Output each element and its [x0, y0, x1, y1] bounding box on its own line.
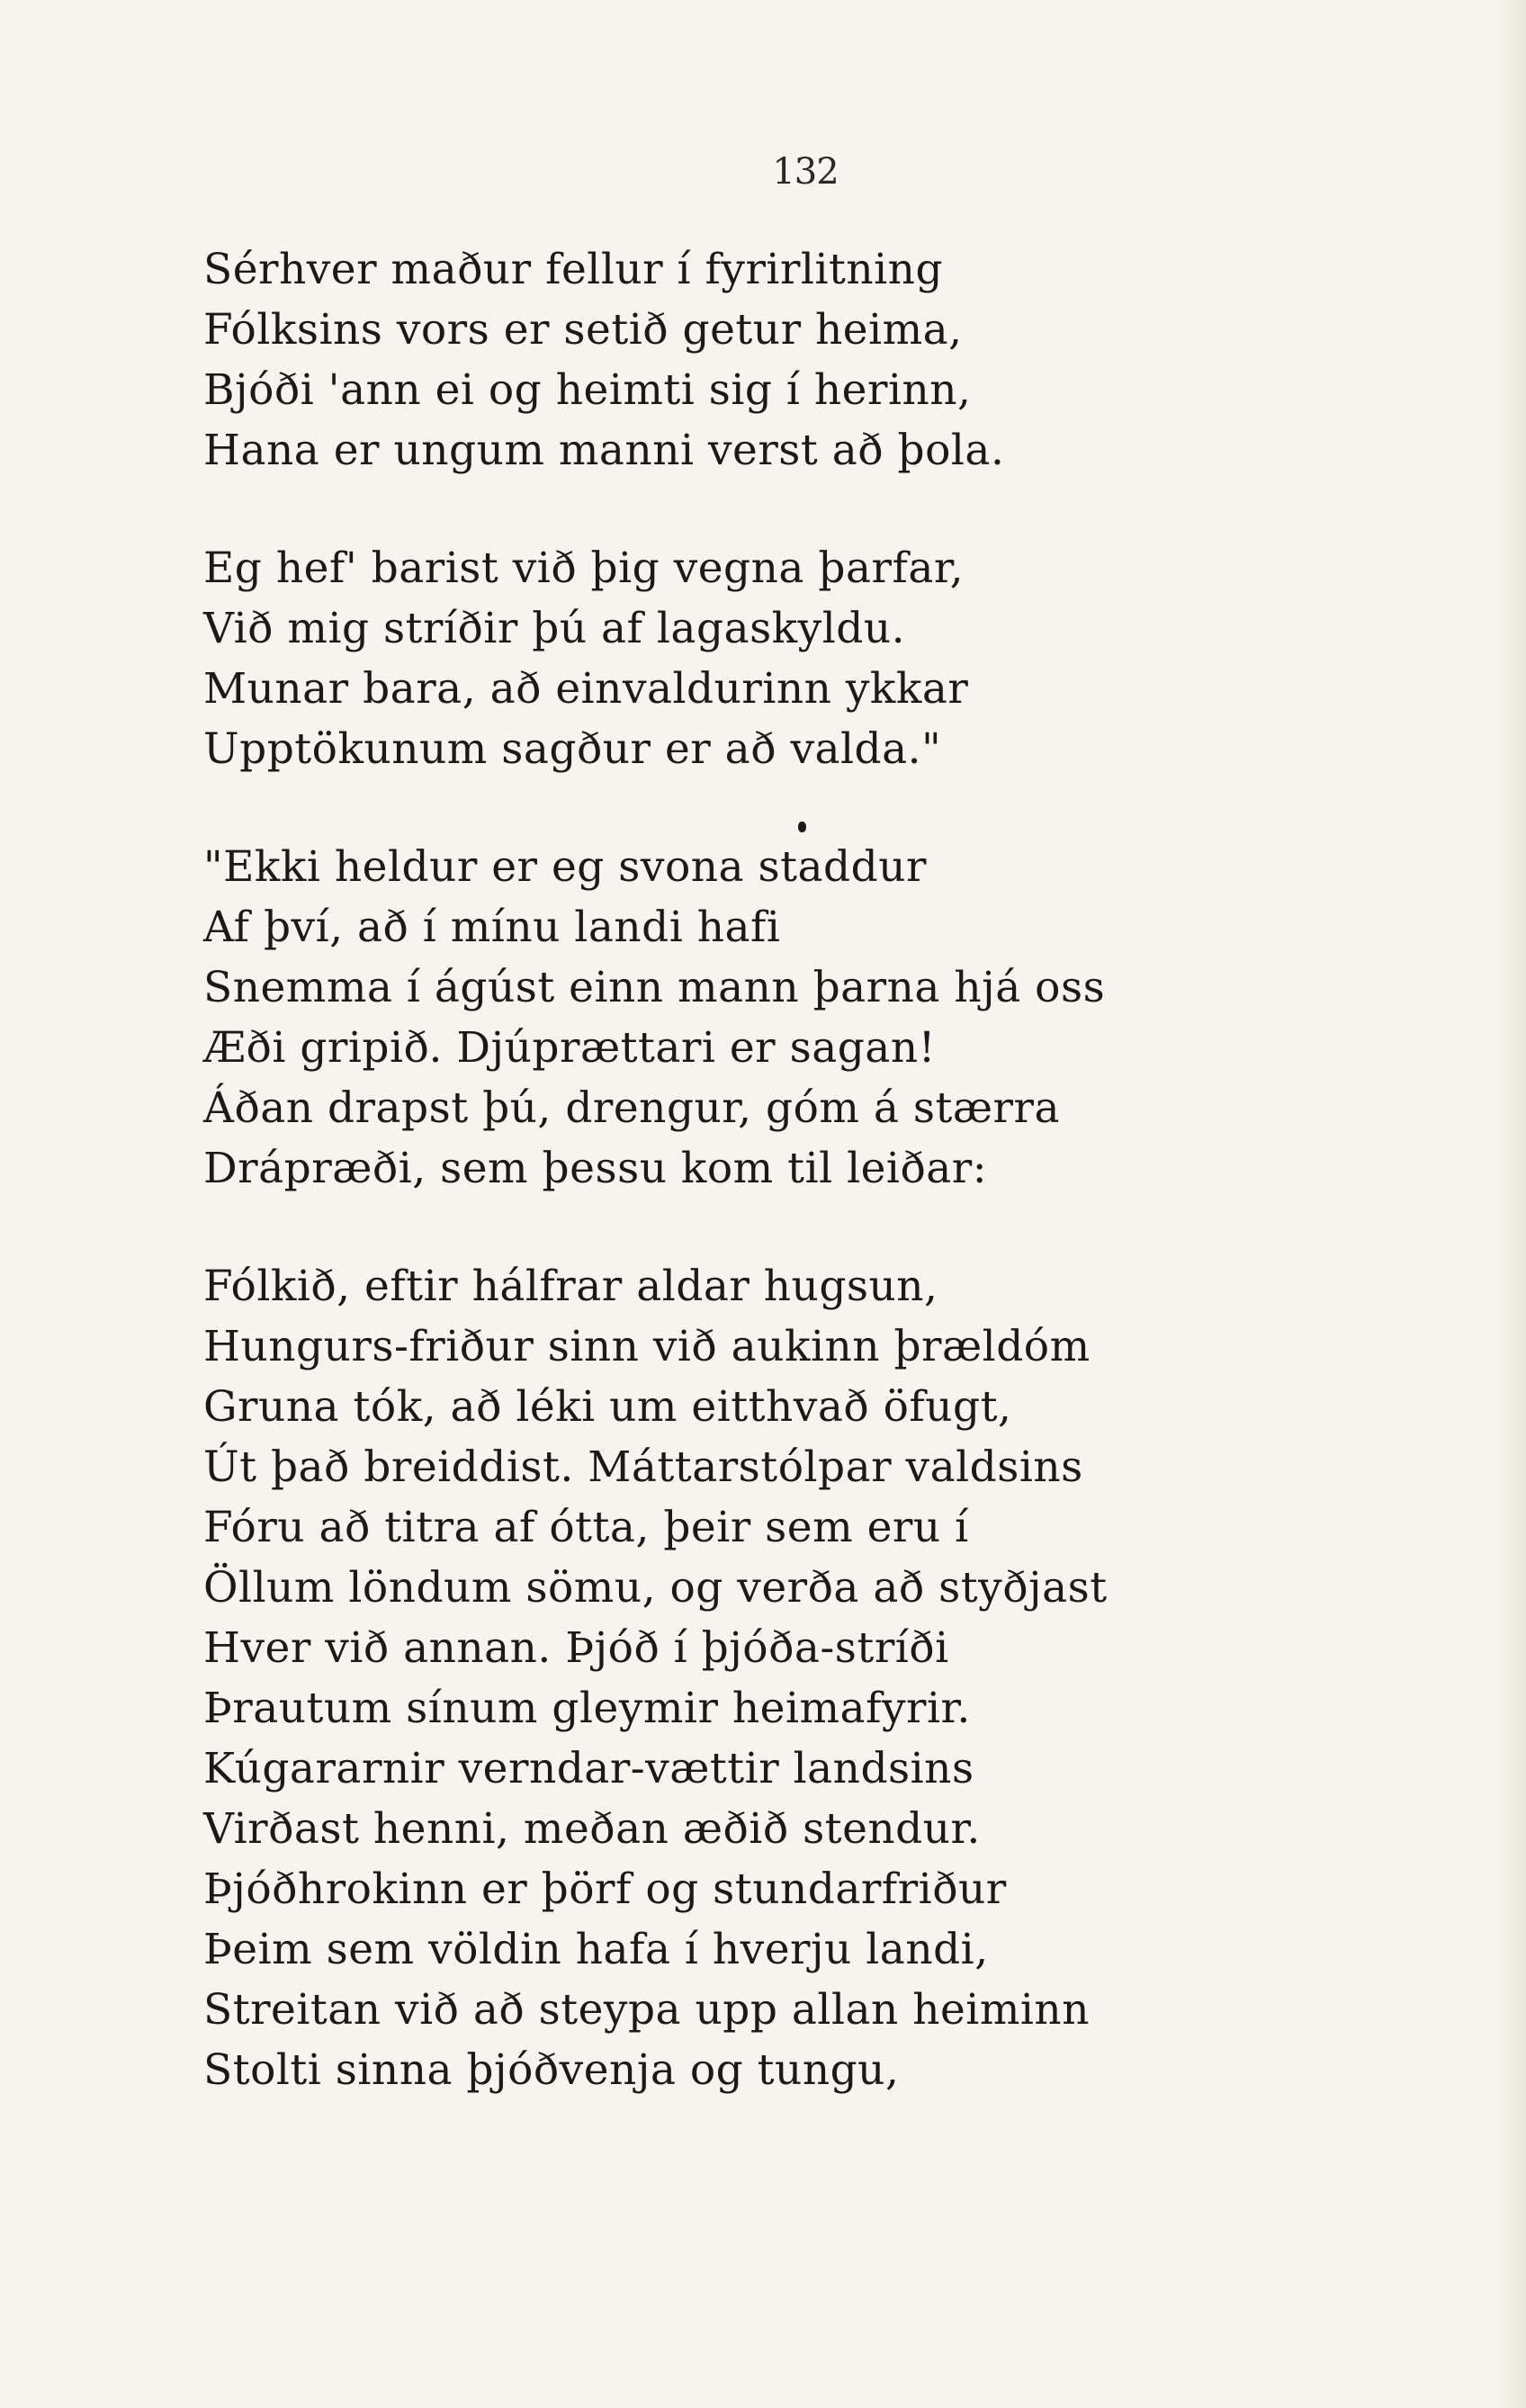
poem-line: Drápræði, sem þessu kom til leiðar:: [203, 1144, 988, 1193]
poem-line: Af því, að í mínu landi hafi: [203, 903, 781, 952]
poem-line: Hungurs-friður sinn við aukinn þrældóm: [203, 1322, 1091, 1371]
page-number: 132: [772, 151, 839, 193]
stanza-2: [203, 538, 1373, 779]
page-edge: [1495, 0, 1526, 2408]
poem-line: Upptökunum sagður er að valda.": [203, 724, 942, 774]
poem-body: [203, 239, 1373, 2100]
poem-line: Snemma í ágúst einn mann þarna hjá oss: [203, 963, 1106, 1012]
poem-line: Eg hef' barist við þig vegna þarfar,: [203, 544, 965, 593]
stanza-gap: [203, 1199, 1373, 1256]
poem-line: Fóru að titra af ótta, þeir sem eru í: [203, 1503, 969, 1552]
stanza-1: [203, 239, 1373, 481]
stanza-4: [203, 1256, 1373, 2100]
poem-line: Hana er ungum manni verst að þola.: [203, 426, 1005, 475]
poem-line: Virðast henni, meðan æðið stendur.: [203, 1804, 981, 1854]
poem-line: Fólksins vors er setið getur heima,: [203, 305, 963, 355]
stanza-gap: [203, 481, 1373, 538]
poem-line: Þeim sem völdin hafa í hverju landi,: [203, 1925, 989, 1974]
poem-line: Bjóði 'ann ei og heimti sig í herinn,: [203, 365, 972, 415]
poem-line: Stolti sinna þjóðvenja og tungu,: [203, 2045, 900, 2095]
poem-line: Kúgararnir verndar-vættir landsins: [203, 1744, 974, 1793]
poem-line: Munar bara, að einvaldurinn ykkar: [203, 664, 969, 714]
poem-line: Út það breiddist. Máttarstólpar valdsins: [203, 1442, 1083, 1492]
poem-line: Við mig stríðir þú af lagaskyldu.: [203, 604, 906, 653]
poem-line: Streitan við að steypa upp allan heiminn: [203, 1985, 1090, 2035]
poem-line: Áðan drapst þú, drengur, góm á stærra: [203, 1083, 1060, 1133]
poem-line: Þjóðhrokinn er þörf og stundarfriður: [203, 1864, 1007, 1914]
poem-line: "Ekki heldur er eg svona staddur: [203, 842, 927, 892]
poem-line: Æði gripið. Djúprættari er sagan!: [203, 1023, 936, 1073]
poem-line: Sérhver maður fellur í fyrirlitning: [203, 245, 944, 294]
stanza-mark: [798, 822, 806, 832]
poem-line: Öllum löndum sömu, og verða að styðjast: [203, 1563, 1108, 1613]
poem-line: Hver við annan. Þjóð í þjóða-stríði: [203, 1623, 949, 1673]
stanza-gap: [203, 779, 1373, 837]
poem-line: Fólkið, eftir hálfrar aldar hugsun,: [203, 1262, 938, 1311]
poem-line: Þrautum sínum gleymir heimafyrir.: [203, 1684, 971, 1733]
stanza-3: [203, 837, 1373, 1199]
poem-line: Gruna tók, að léki um eitthvað öfugt,: [203, 1382, 1012, 1432]
